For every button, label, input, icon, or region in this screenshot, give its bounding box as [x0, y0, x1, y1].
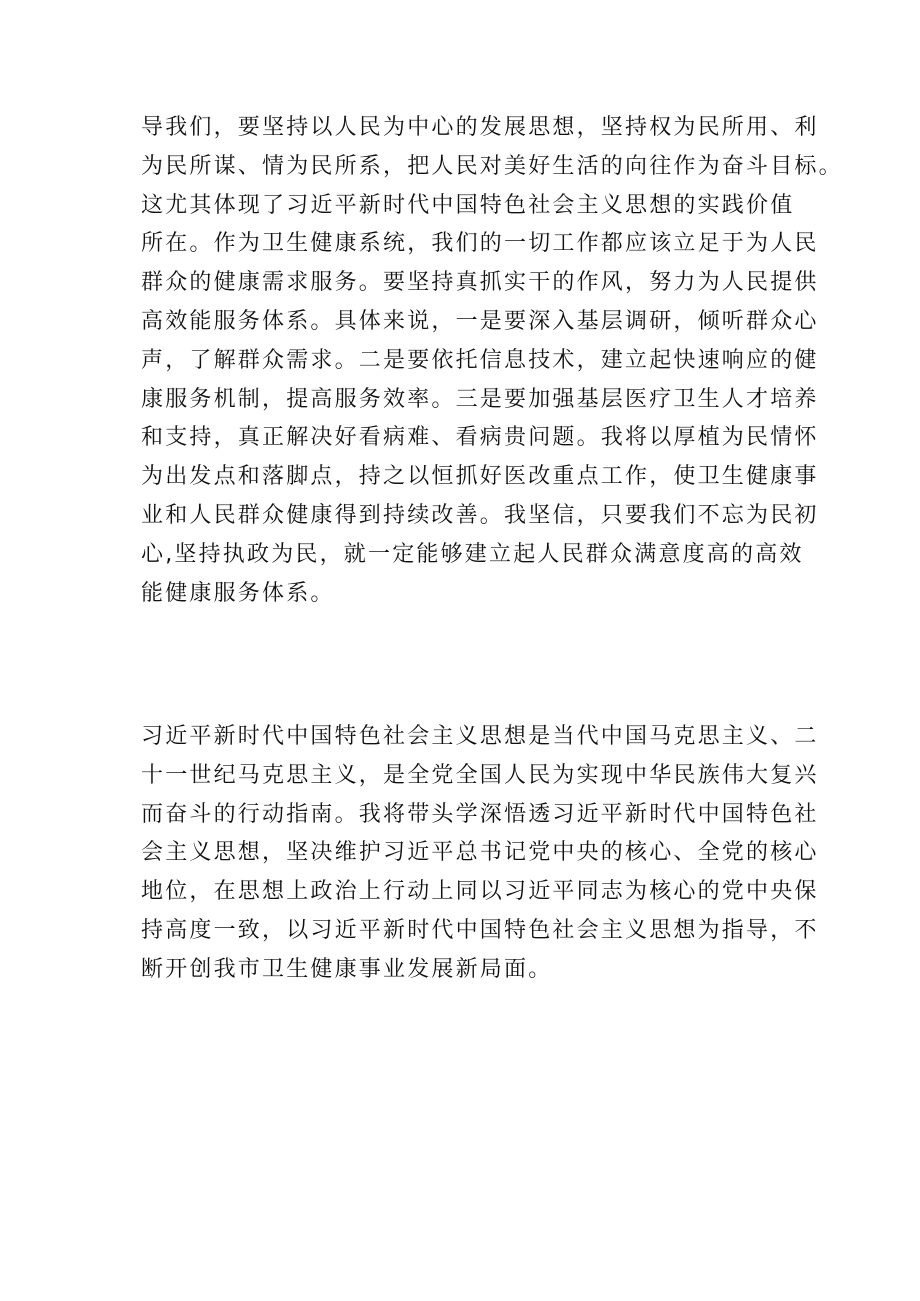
- text-line: 康服务机制，提高服务效率。三是要加强基层医疗卫生人才培养: [141, 386, 819, 412]
- text-line: 声，了解群众需求。二是要依托信息技术，建立起快速响应的健: [141, 347, 819, 373]
- text-line: 十一世纪马克思主义，是全党全国人民为实现中华民族伟大复兴: [141, 762, 819, 788]
- text-line: 地位，在思想上政治上行动上同以习近平同志为核心的党中央保: [141, 879, 819, 905]
- text-line: 持高度一致，以习近平新时代中国特色社会主义思想为指导，不: [141, 917, 819, 943]
- text-line: 群众的健康需求服务。要坚持真抓实干的作风，努力为人民提供: [141, 270, 819, 296]
- paragraph-2: [141, 718, 819, 990]
- text-line: 业和人民群众健康得到持续改善。我坚信，只要我们不忘为民初: [141, 502, 819, 528]
- text-line: 能健康服务体系。: [141, 580, 335, 606]
- paragraph-1: [141, 109, 843, 613]
- text-line: 为出发点和落脚点，持之以恒抓好医改重点工作，使卫生健康事: [141, 464, 819, 490]
- text-line: 会主义思想，坚决维护习近平总书记党中央的核心、全党的核心: [141, 840, 819, 866]
- text-line: 习近平新时代中国特色社会主义思想是当代中国马克思主义、二: [141, 724, 819, 749]
- text-line: 高效能服务体系。具体来说，一是要深入基层调研，倾听群众心: [141, 308, 819, 334]
- text-line: 所在。作为卫生健康系统，我们的一切工作都应该立足于为人民: [141, 231, 819, 257]
- text-line: 导我们，要坚持以人民为中心的发展思想，坚持权为民所用、利: [141, 115, 819, 140]
- text-line: 和支持，真正解决好看病难、看病贵问题。我将以厚植为民情怀: [141, 425, 819, 451]
- text-line: 这尤其体现了习近平新时代中国特色社会主义思想的实践价值: [141, 192, 795, 218]
- text-line: 心,坚持执政为民，就一定能够建立起人民群众满意度高的高效: [141, 541, 804, 567]
- text-line: 断开创我市卫生健康事业发展新局面。: [141, 956, 553, 982]
- text-line: 为民所谋、情为民所系，把人民对美好生活的向往作为奋斗目标。: [141, 153, 843, 179]
- text-line: 而奋斗的行动指南。我将带头学深悟透习近平新时代中国特色社: [141, 801, 819, 827]
